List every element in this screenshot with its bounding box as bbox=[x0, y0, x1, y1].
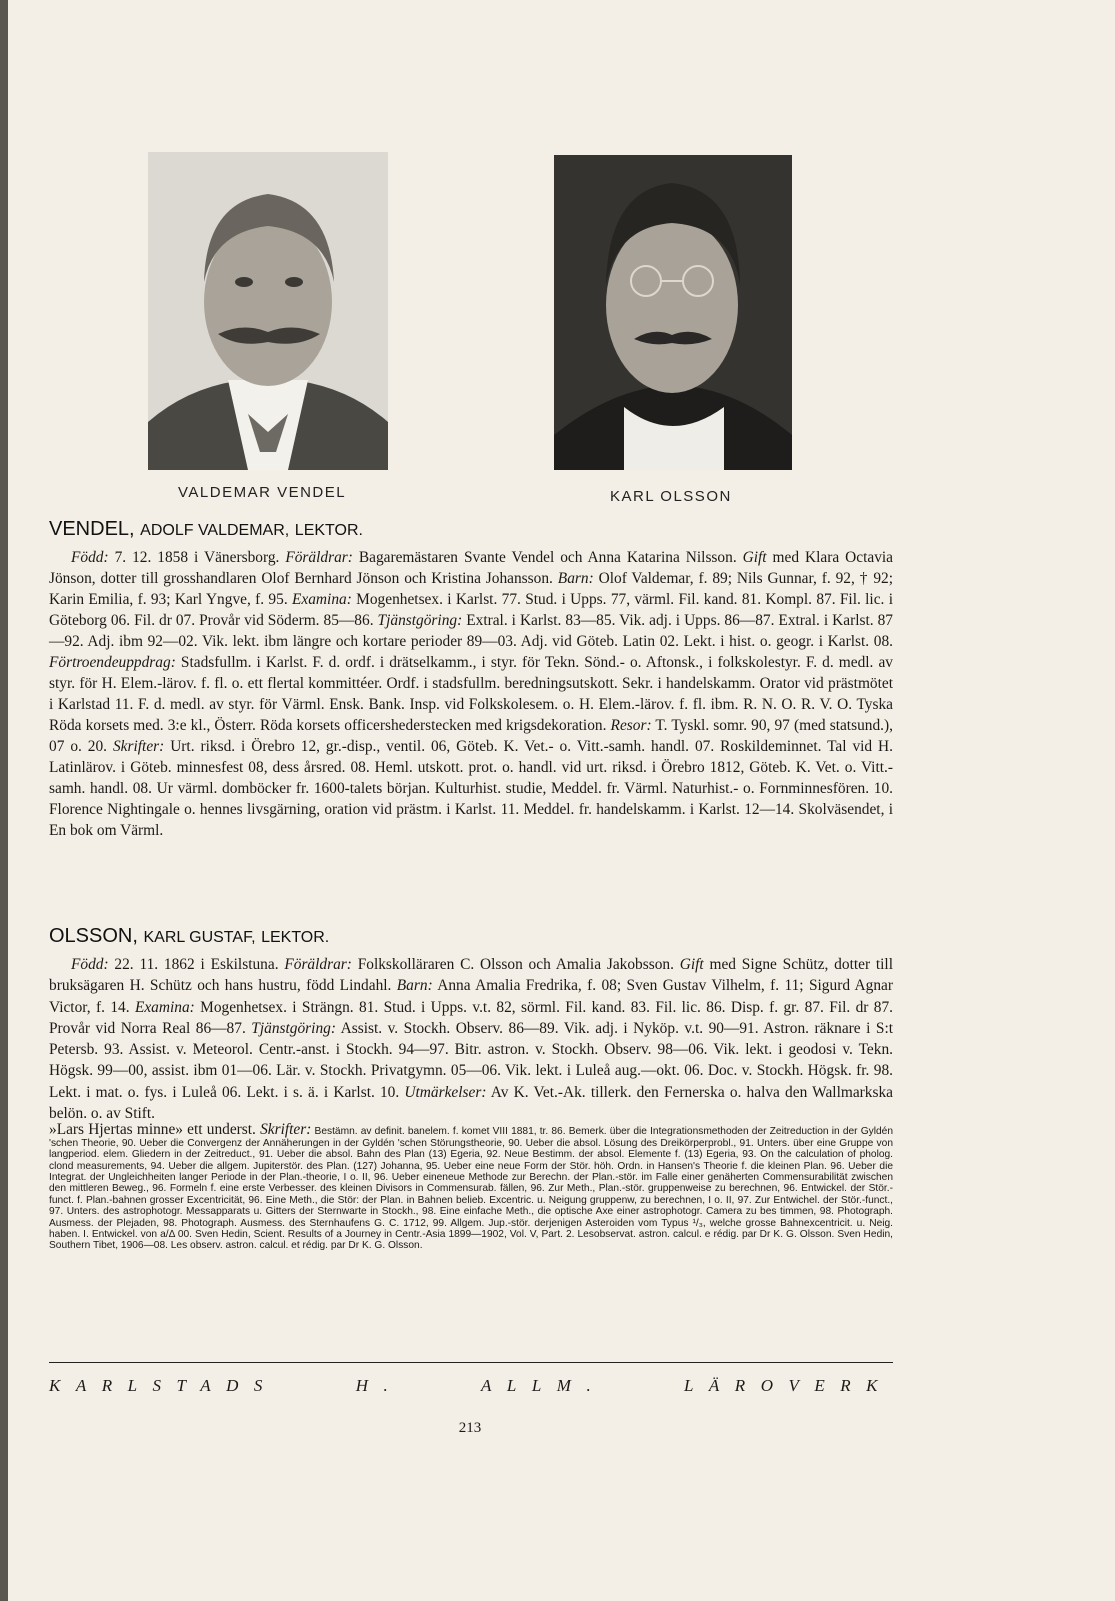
foraldrar-text: Folkskolläraren C. Olsson och Amalia Jakobsson. bbox=[351, 956, 680, 973]
footer-word-4: LÄROVERK bbox=[683, 1376, 893, 1395]
fodd-label: Född: bbox=[71, 549, 109, 566]
fodd-text: 22. 11. 1862 i Eskilstuna. bbox=[108, 956, 285, 973]
photo-caption-1: VALDEMAR VENDEL bbox=[178, 484, 347, 501]
foraldrar-text: Bagaremästaren Svante Vendel och Anna Katarina Nilsson. bbox=[352, 549, 743, 566]
gift-text: med Signe Schütz, dotter till bruksägaren H. Schütz och hans hustru, född Lindahl. bbox=[49, 956, 893, 995]
fodd-text: 7. 12. 1858 i Vänersborg. bbox=[108, 549, 286, 566]
examina-label: Examina: bbox=[292, 591, 352, 608]
barn-label: Barn: bbox=[396, 977, 433, 995]
portrait-1-drawing bbox=[148, 152, 388, 470]
page-number: 213 bbox=[458, 1420, 482, 1436]
entry-body bbox=[49, 954, 893, 1124]
fodd-label: Född: bbox=[71, 956, 109, 973]
page-edge bbox=[0, 0, 8, 1601]
portrait-2-drawing bbox=[554, 155, 792, 470]
entry-heading bbox=[49, 518, 893, 541]
photo-caption-2: KARL OLSSON bbox=[610, 488, 732, 505]
biography-entry-vendel bbox=[49, 518, 893, 841]
footer-rule bbox=[49, 1362, 893, 1363]
resor-text: T. Tyskl. somr. 90, 97 (med statsund.), 07 o. 20. bbox=[49, 717, 893, 755]
utmarkelser-text: Av K. Vet.-Ak. tillerk. den Fernerska o. halva den Wallmarkska belön. o. av Stift. bbox=[49, 1083, 893, 1123]
publications-small-print bbox=[49, 1121, 893, 1252]
skrifter-label: Skrifter: bbox=[260, 1121, 312, 1139]
portrait-karl-olsson bbox=[554, 155, 792, 470]
tjanstgoring-text: Assist. v. Stockh. Observ. 86—89. Vik. adj. i Nyköp. v.t. 90—91. Astron. räknare i S:t Petersb. 93. Assist. v. Meteorol. Centr.-anst. i Stockh. 94—97. Bitr. astron. v. Stockh. Observ. 98—06. Vik. lekt. i geodosi v. Tekn. Högsk. 99—00, assist. ibm 01—06. Lär. v. Stockh. Privatgymn. 05—06. Vik. lekt. i Luleå aug.—okt. 06. Doc. v. Stockh. Högsk. fr. 98. Lekt. i mat. o. fys. i Luleå 06. Lekt. i s. ä. i Karlst. 10. bbox=[49, 1019, 893, 1101]
biography-entry-olsson bbox=[49, 925, 893, 1252]
footer-word-1: KARLSTADS bbox=[49, 1376, 278, 1395]
tjanstgoring-label: Tjänstgöring: bbox=[377, 612, 463, 629]
resor-label: Resor: bbox=[610, 717, 652, 734]
examina-label: Examina: bbox=[134, 998, 195, 1016]
publications-lead: »Lars Hjertas minne» ett underst. bbox=[49, 1121, 261, 1139]
entry-body bbox=[49, 547, 893, 841]
portrait-valdemar-vendel bbox=[148, 152, 388, 470]
tjanstgoring-label: Tjänstgöring: bbox=[251, 1019, 336, 1037]
barn-text: Olof Valdemar, f. 89; Nils Gunnar, f. 92, † 92; Karin Emilia, f. 93; Karl Yngve, f. 95. bbox=[49, 570, 893, 608]
entry-title: LEKTOR. bbox=[294, 522, 363, 539]
foraldrar-label: Föräldrar: bbox=[285, 549, 353, 566]
utmarkelser-label: Utmärkelser: bbox=[404, 1083, 487, 1101]
entry-given-names: ADOLF VALDEMAR, bbox=[140, 522, 290, 539]
barn-label: Barn: bbox=[557, 570, 594, 587]
gift-label: Gift bbox=[742, 549, 767, 566]
entry-heading bbox=[49, 925, 893, 948]
examina-text: Mogenhetsex. i Strängn. 81. Stud. i Upps. v.t. 82, sörml. Fil. kand. 83. Fil. lic. 86. Disp. f. gr. 87. Fil. dr 87. Provår vid Norra Real 86—87. bbox=[49, 998, 893, 1037]
barn-text: Anna Amalia Fredrika, f. 08; Sven Gustav Vilhelm, f. 11; Sigurd Agnar Victor, f. 14. bbox=[49, 977, 893, 1016]
entry-given-names: KARL GUSTAF, bbox=[143, 929, 256, 946]
foraldrar-label: Föräldrar: bbox=[284, 956, 352, 973]
running-footer bbox=[49, 1376, 893, 1396]
entry-title: LEKTOR. bbox=[261, 929, 330, 946]
footer-word-2: H. bbox=[355, 1376, 404, 1395]
footer-word-3: ALLM. bbox=[480, 1376, 607, 1395]
entry-surname: OLSSON, bbox=[49, 925, 138, 947]
examina-text: Mogenhetsex. i Karlst. 77. Stud. i Upps. 77, värml. Fil. kand. 81. Kompl. 87. Fil. lic. i Göteborg 06. Fil. dr 07. Provår vid Söderm. 85—86. bbox=[49, 591, 893, 629]
skrifter-label: Skrifter: bbox=[112, 738, 165, 755]
gift-text: med Klara Octavia Jönson, dotter till grosshandlaren Olof Bernhard Jönson och Kristina Johansson. bbox=[49, 549, 894, 587]
tjanstgoring-text: Extral. i Karlst. 83—85. Vik. adj. i Upps. 86—87. Extral. i Karlst. 87—92. Adj. ibm 92—02. Vik. lekt. ibm längre och kortare perioder 89—03. Adj. vid Göteb. Latin 02. Lekt. i hist. o. geogr. i Karlst. 08. bbox=[49, 612, 894, 650]
fortroendeuppdrag-label: Förtroendeuppdrag: bbox=[49, 654, 176, 671]
entry-surname: VENDEL, bbox=[49, 518, 135, 540]
gift-label: Gift bbox=[679, 956, 704, 973]
fortroendeuppdrag-text: Stadsfullm. i Karlst. F. d. ordf. i drätselkamm., i styr. för Tekn. Sönd.- o. Aftonsk., i folkskolestyr. F. d. medl. av styr. för H. Elem.-lärov. f. fl. o. ett flertal kommittéer. Ordf. i stadsfullm. beredningsutskott. Sekr. i handelskamm. Orator vid prästmötet i Karlstad 11. F. d. medl. av styr. för Värml. Ensk. Bank. Insp. vid Folkskolesem. o. H. Elem.-lärov. f. fl. ibm. R. N. O. R. V. O. Tyska Röda korsets med. 3:e kl., Österr. Röda korsets officershederstecken med krigsdekoration. bbox=[49, 654, 893, 734]
publications-text: Bestämn. av definit. banelem. f. komet VIII 1881, tr. 86. Bemerk. über die Integrationsmethoden der Zeitreduction in der Gyldén 'schen Theorie, 90. Ueber die Convergenz der Annäherungen in der Gyldén 'schen Störungstheorie, 90. Ueber die absol. Lösung des Dreikörperprobl., 91. Unters. über eine Gruppe von langperiod. elem. Gliedern in der Zeitreduct., 91. Ueber die absol. Bahn des Plan (13) Egeria, 92. Neue Bestimm. der absol. Elemente f. (13) Egeria, 93. On the calculation of pholog. clond measurements, 94. Ueber die allgem. Jupiterstör. des Plan. (127) Johanna, 95. Ueber eine neue Form der Stör. höh. Ordn. in Hansen's Theorie f. die kleinen Plan. 96. Ueber die Integrat. der Ungleichheiten langer Periode in der Plan.-theorie, I o. II, 96. Ueber eineneue Methode zur Berechn. der Plan.-stör. im Falle einer genäherten Commensurabilität zwischen den mittleren Beweg., 96. Formeln f. eine erste Verbesser. des kleinen Divisors in Commensurab. fällen, 96. Zur Meth., Plan.-stör. gruppenweise zu berechnen, 96. Entwickel. der Stör.-funct. f. Plan.-bahnen grosser Excentricität, 96. Eine Meth., die Stör: der Plan. in Bahnen belieb. Excentric. u. Neigung gruppenw, zu berechnen, I o. II, 97. Zur Entwichel. der Stör.-funct., 97. Unters. des astrophotogr. Messapparats u. Gitters der Sternwarte in Stockh., 98. Eine einfache Meth., die optische Axe einer astrophotogr. Camera zu bes timmen, 98. Photograph. Ausmess. der Plejaden, 98. Photograph. Ausmess. des Sternhaufens G. C. 1712, 99. Allgem. Jup.-stör. derjenigen Asteroiden vom Typus ¹/₃, welche grosse Bahnexcentricit. u. Neig. haben. I. Entwickel. von a/Δ 00. Sven Hedin, Scient. Results of a Journey in Centr.-Asia 1899—1902, Vol. V, Part. 2. Lesobservat. astron. calcul. e rédig. par Dr K. G. Olsson. Sven Hedin, Southern Tibet, 1906—08. Les observ. astron. calcul. et rédig. par Dr K. G. Olsson. bbox=[49, 1126, 893, 1252]
skrifter-text: Urt. riksd. i Örebro 12, gr.-disp., ventil. 06, Göteb. K. Vet.- o. Vitt.-samh. handl. 07. Roskildeminnet. Tal vid H. Latinlärov. i Göteb. minnesfest 08, dess årsred. 08. Heml. utskott. prot. o. handl. vid urt. riksd. i Örebro 1812, Göteb. K. Vet. o. Vitt.-samh. handl. 08. Ur värml. domböcker fr. 1600-talets början. Kulturhist. studie, Meddel. fr. Värml. Naturhist.- o. Fornminnesfören. 10. Florence Nightingale o. hennes livsgärning, oration vid prästm. i Karlst. 11. Meddel. fr. handelskamm. i Karlst. 12—14. Skolväsendet, i En bok om Värml. bbox=[49, 738, 894, 839]
